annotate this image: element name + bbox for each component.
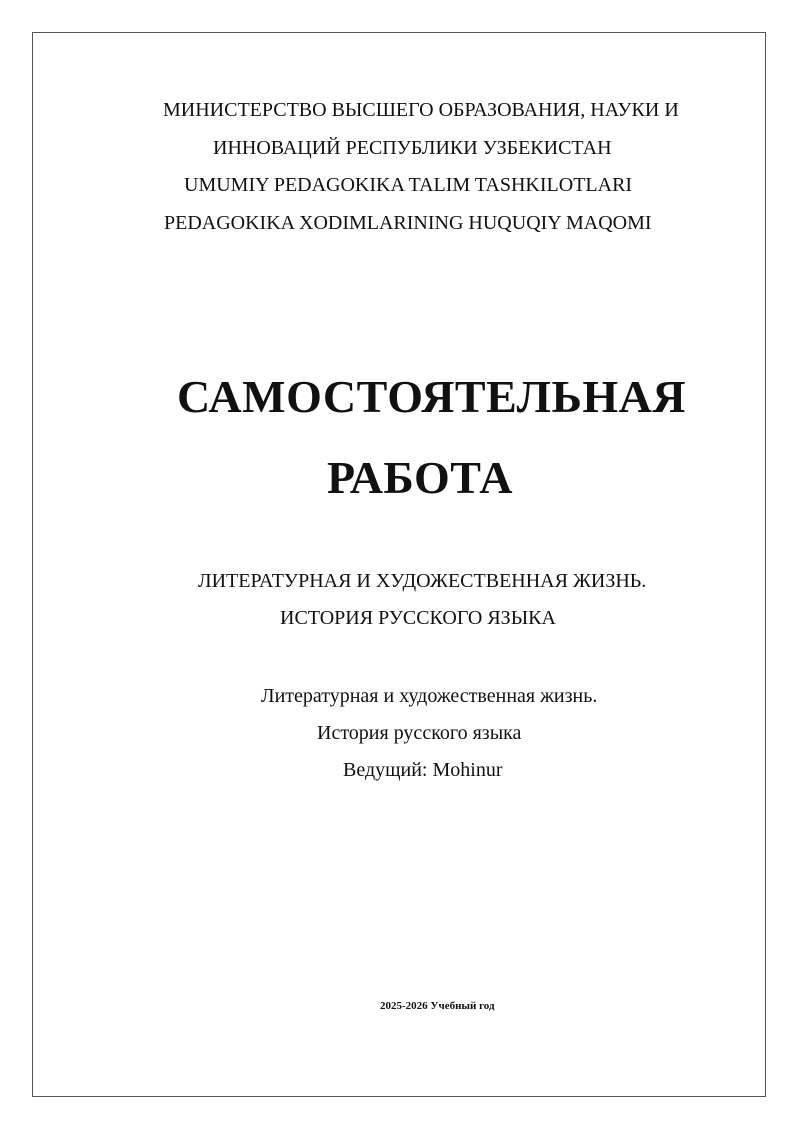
details-line-1: Литературная и художественная жизнь.: [261, 685, 598, 707]
organization-line-2: PEDAGOKIKA XODIMLARINING HUQUQIY MAQOMI: [164, 212, 652, 234]
topic-line-2: ИСТОРИЯ РУССКОГО ЯЗЫКА: [280, 607, 556, 629]
details-line-2: История русского языка: [317, 722, 522, 744]
document-title-line-1: САМОСТОЯТЕЛЬНАЯ: [177, 371, 687, 422]
topic-line-1: ЛИТЕРАТУРНАЯ И ХУДОЖЕСТВЕННАЯ ЖИЗНЬ.: [198, 570, 647, 592]
document-title-line-2: РАБОТА: [327, 452, 513, 503]
ministry-line-1: МИНИСТЕРСТВО ВЫСШЕГО ОБРАЗОВАНИЯ, НАУКИ И: [163, 99, 679, 121]
presenter-line: Ведущий: Mohinur: [343, 759, 503, 781]
ministry-line-2: ИННОВАЦИЙ РЕСПУБЛИКИ УЗБЕКИСТАН: [213, 137, 612, 159]
organization-line-1: UMUMIY PEDAGOKIKA TALIM TASHKILOTLARI: [184, 174, 633, 196]
academic-year: 2025-2026 Учебный год: [380, 1000, 495, 1012]
